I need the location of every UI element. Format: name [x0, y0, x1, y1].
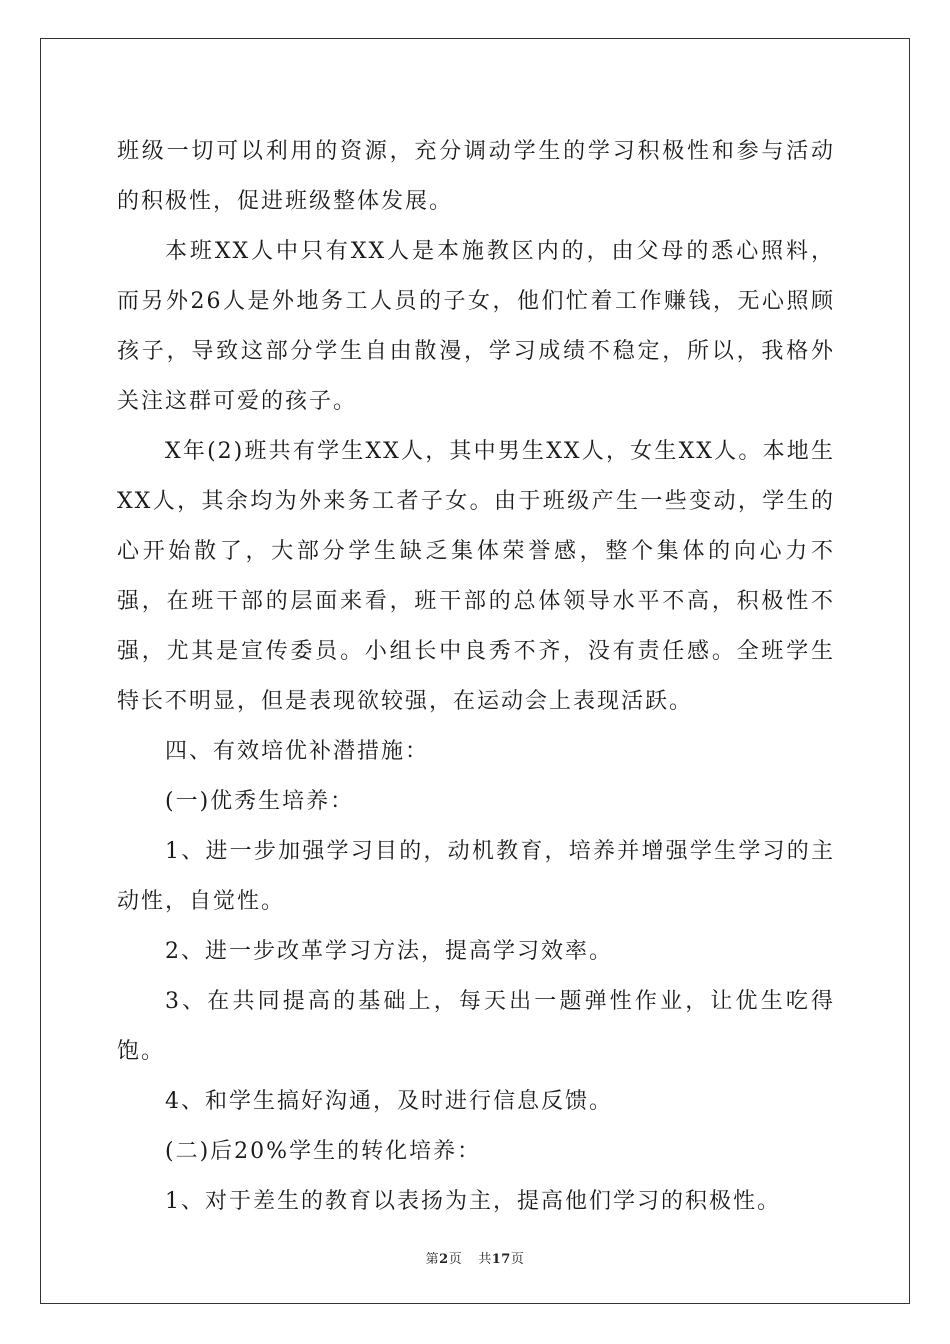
paragraph: 班级一切可以利用的资源，充分调动学生的学习积极性和参与活动的积极性，促进班级整体发展。	[117, 139, 835, 214]
list-item: 1、进一步加强学习目的，动机教育，培养并增强学生学习的主动性，自觉性。	[117, 839, 835, 914]
list-item: 3、在共同提高的基础上，每天出一题弹性作业，让优生吃得饱。	[117, 989, 835, 1064]
total-prefix: 共	[478, 1252, 492, 1267]
list-item: 1、对于差生的教育以表扬为主，提高他们学习的积极性。	[165, 1189, 781, 1214]
total-suffix: 页	[510, 1252, 525, 1267]
document-body	[117, 127, 835, 1227]
page-footer	[0, 1248, 950, 1267]
list-item: 4、和学生搞好沟通，及时进行信息反馈。	[165, 1089, 613, 1114]
paragraph: 本班XX人中只有XX人是本施教区内的，由父母的悉心照料，而另外26人是外地务工人员的子女，他们忙着工作赚钱，无心照顾孩子，导致这部分学生自由散漫，学习成绩不稳定，所以，我格外关注这群可爱的孩子。	[117, 239, 835, 414]
total-pages: 17	[491, 1252, 511, 1267]
subsection-heading: (二)后20%学生的转化培养：	[165, 1139, 482, 1164]
list-item: 2、进一步改革学习方法，提高学习效率。	[165, 939, 613, 964]
subsection-heading: (一)优秀生培养：	[165, 789, 355, 814]
page-number: 2	[439, 1252, 449, 1267]
paragraph: X年(2)班共有学生XX人，其中男生XX人，女生XX人。本地生XX人，其余均为外来务工者子女。由于班级产生一些变动，学生的心开始散了，大部分学生缺乏集体荣誉感，整个集体的向心力不强，在班干部的层面来看，班干部的总体领导水平不高，积极性不强，尤其是宣传委员。小组长中良秀不齐，没有责任感。全班学生特长不明显，但是表现欲较强，在运动会上表现活跃。	[117, 439, 835, 714]
page-prefix: 第	[425, 1252, 440, 1267]
section-heading: 四、有效培优补潜措施：	[165, 739, 430, 764]
page-suffix: 页	[448, 1252, 463, 1267]
